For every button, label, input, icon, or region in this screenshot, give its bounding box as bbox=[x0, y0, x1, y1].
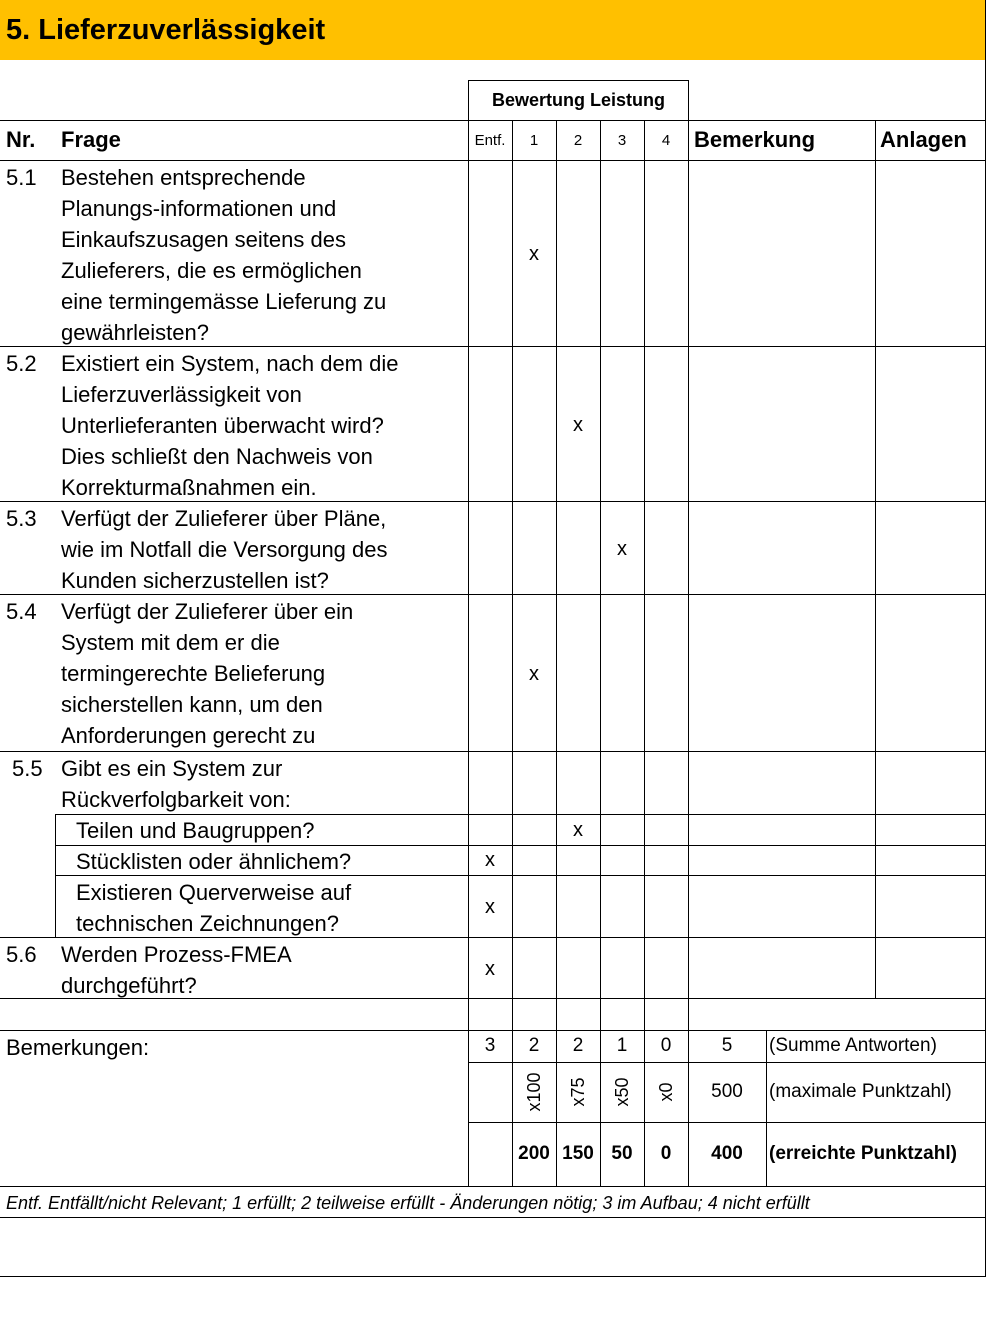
question-line: Existieren Querverweise auf bbox=[76, 880, 352, 905]
remarks-label: Bemerkungen: bbox=[6, 1035, 150, 1060]
question-line: Werden Prozess-FMEA bbox=[61, 942, 292, 967]
col-header-question: Frage bbox=[61, 127, 121, 152]
rating-mark[interactable]: x bbox=[485, 958, 495, 980]
legend-bottom-line bbox=[0, 1217, 986, 1218]
row-number: 5.5 bbox=[12, 756, 43, 781]
multiplier-1: x100 bbox=[524, 1072, 544, 1112]
col-line-attachments-left bbox=[875, 120, 876, 999]
multiplier-2: x75 bbox=[568, 1077, 588, 1107]
question-line: wie im Notfall die Versorgung des bbox=[61, 537, 388, 562]
achieved-1: 200 bbox=[518, 1143, 550, 1164]
summary-top-line bbox=[0, 1030, 986, 1031]
col-header-2: 2 bbox=[573, 132, 583, 149]
col-header-nr: Nr. bbox=[6, 127, 36, 152]
rating-mark[interactable]: x bbox=[485, 896, 495, 918]
row-number: 5.4 bbox=[6, 599, 37, 624]
rating-mark[interactable]: x bbox=[573, 819, 583, 841]
legend: Entf. Entfällt/nicht Relevant; 1 erfüllt; 2 teilweise erfüllt - Änderungen nötig; 3 im Aufbau; 4 nicht erfüllt bbox=[6, 1193, 810, 1213]
rating-header: Bewertung Leistung bbox=[491, 90, 665, 110]
col-line bbox=[556, 120, 557, 1187]
question-line: Verfügt der Zulieferer über ein bbox=[61, 599, 354, 624]
question-line: Dies schließt den Nachweis von bbox=[61, 444, 373, 469]
col-line bbox=[644, 120, 645, 1187]
col-header-attachments: Anlagen bbox=[880, 127, 967, 152]
summary-bottom-line bbox=[0, 1186, 986, 1187]
question-line: Unterlieferanten überwacht wird? bbox=[61, 413, 384, 438]
header-top-line bbox=[0, 120, 986, 121]
col-header-3: 3 bbox=[617, 132, 627, 149]
rating-mark[interactable]: x bbox=[529, 243, 539, 265]
count-total: 5 bbox=[721, 1035, 733, 1056]
col-header-remark: Bemerkung bbox=[694, 127, 816, 152]
question-line: eine termingemässe Lieferung zu bbox=[61, 289, 387, 314]
question-line: Lieferzuverlässigkeit von bbox=[61, 382, 302, 407]
col-header-entf: Entf. bbox=[474, 132, 506, 149]
count-4: 0 bbox=[660, 1035, 672, 1056]
header-bottom-line bbox=[0, 160, 986, 161]
row-number: 5.3 bbox=[6, 506, 37, 531]
question-line: sicherstellen kann, um den bbox=[61, 692, 323, 717]
section-title: 5. Lieferzuverlässigkeit bbox=[6, 14, 326, 46]
question-line: Existiert ein System, nach dem die bbox=[61, 351, 399, 376]
summary-line bbox=[468, 1062, 986, 1063]
row-number: 5.6 bbox=[6, 942, 37, 967]
rating-mark[interactable]: x bbox=[529, 663, 539, 685]
question-line: Bestehen entsprechende bbox=[61, 165, 306, 190]
multiplier-4: x0 bbox=[656, 1082, 676, 1102]
question-line: Rückverfolgbarkeit von: bbox=[61, 787, 291, 812]
question-line: Teilen und Baugruppen? bbox=[76, 818, 315, 843]
col-line-summary-label bbox=[766, 1030, 767, 1187]
col-line bbox=[688, 80, 689, 1187]
rating-mark[interactable]: x bbox=[617, 538, 627, 560]
question-line: Einkaufszusagen seitens des bbox=[61, 227, 346, 252]
row-line bbox=[0, 751, 986, 752]
question-line: gewährleisten? bbox=[61, 320, 209, 345]
rating-mark[interactable]: x bbox=[485, 849, 495, 871]
count-3: 1 bbox=[616, 1035, 628, 1056]
footer-bottom-line bbox=[0, 1276, 986, 1277]
achieved-4: 0 bbox=[660, 1143, 672, 1164]
col-line-question-right bbox=[468, 80, 469, 1187]
rating-header-top-line bbox=[468, 80, 689, 81]
col-line bbox=[512, 120, 513, 1187]
rating-mark[interactable]: x bbox=[573, 414, 583, 436]
multiplier-3: x50 bbox=[612, 1077, 632, 1107]
row-number: 5.1 bbox=[6, 165, 37, 190]
question-line: technischen Zeichnungen? bbox=[76, 911, 339, 936]
question-line: durchgeführt? bbox=[61, 973, 197, 998]
question-line: Anforderungen gerecht zu bbox=[61, 723, 316, 748]
summary-line bbox=[468, 1122, 986, 1123]
achieved-2: 150 bbox=[562, 1143, 594, 1164]
count-2: 2 bbox=[572, 1035, 584, 1056]
col-header-1: 1 bbox=[529, 132, 539, 149]
col-line-subrows bbox=[55, 814, 56, 938]
question-line: Kunden sicherzustellen ist? bbox=[61, 568, 329, 593]
count-entf: 3 bbox=[484, 1035, 496, 1056]
row-number: 5.2 bbox=[6, 351, 37, 376]
section-title-banner bbox=[0, 0, 986, 60]
col-line bbox=[600, 120, 601, 1187]
question-line: Verfügt der Zulieferer über Pläne, bbox=[61, 506, 387, 531]
col-header-4: 4 bbox=[661, 132, 671, 149]
achieved-total: 400 bbox=[711, 1143, 743, 1164]
question-line: Gibt es ein System zur bbox=[61, 756, 283, 781]
question-line: Planungs-informationen und bbox=[61, 196, 337, 221]
achieved-label: (erreichte Punktzahl) bbox=[769, 1143, 957, 1164]
max-total: 500 bbox=[711, 1081, 743, 1102]
question-line: Zulieferers, die es ermöglichen bbox=[61, 258, 362, 283]
count-1: 2 bbox=[528, 1035, 540, 1056]
achieved-3: 50 bbox=[611, 1143, 633, 1164]
question-line: termingerechte Belieferung bbox=[61, 661, 326, 686]
question-line: System mit dem er die bbox=[61, 630, 280, 655]
question-line: Korrekturmaßnahmen ein. bbox=[61, 475, 317, 500]
count-label: (Summe Antworten) bbox=[769, 1035, 937, 1056]
max-label: (maximale Punktzahl) bbox=[769, 1081, 952, 1102]
question-line: Stücklisten oder ähnlichem? bbox=[76, 849, 352, 874]
